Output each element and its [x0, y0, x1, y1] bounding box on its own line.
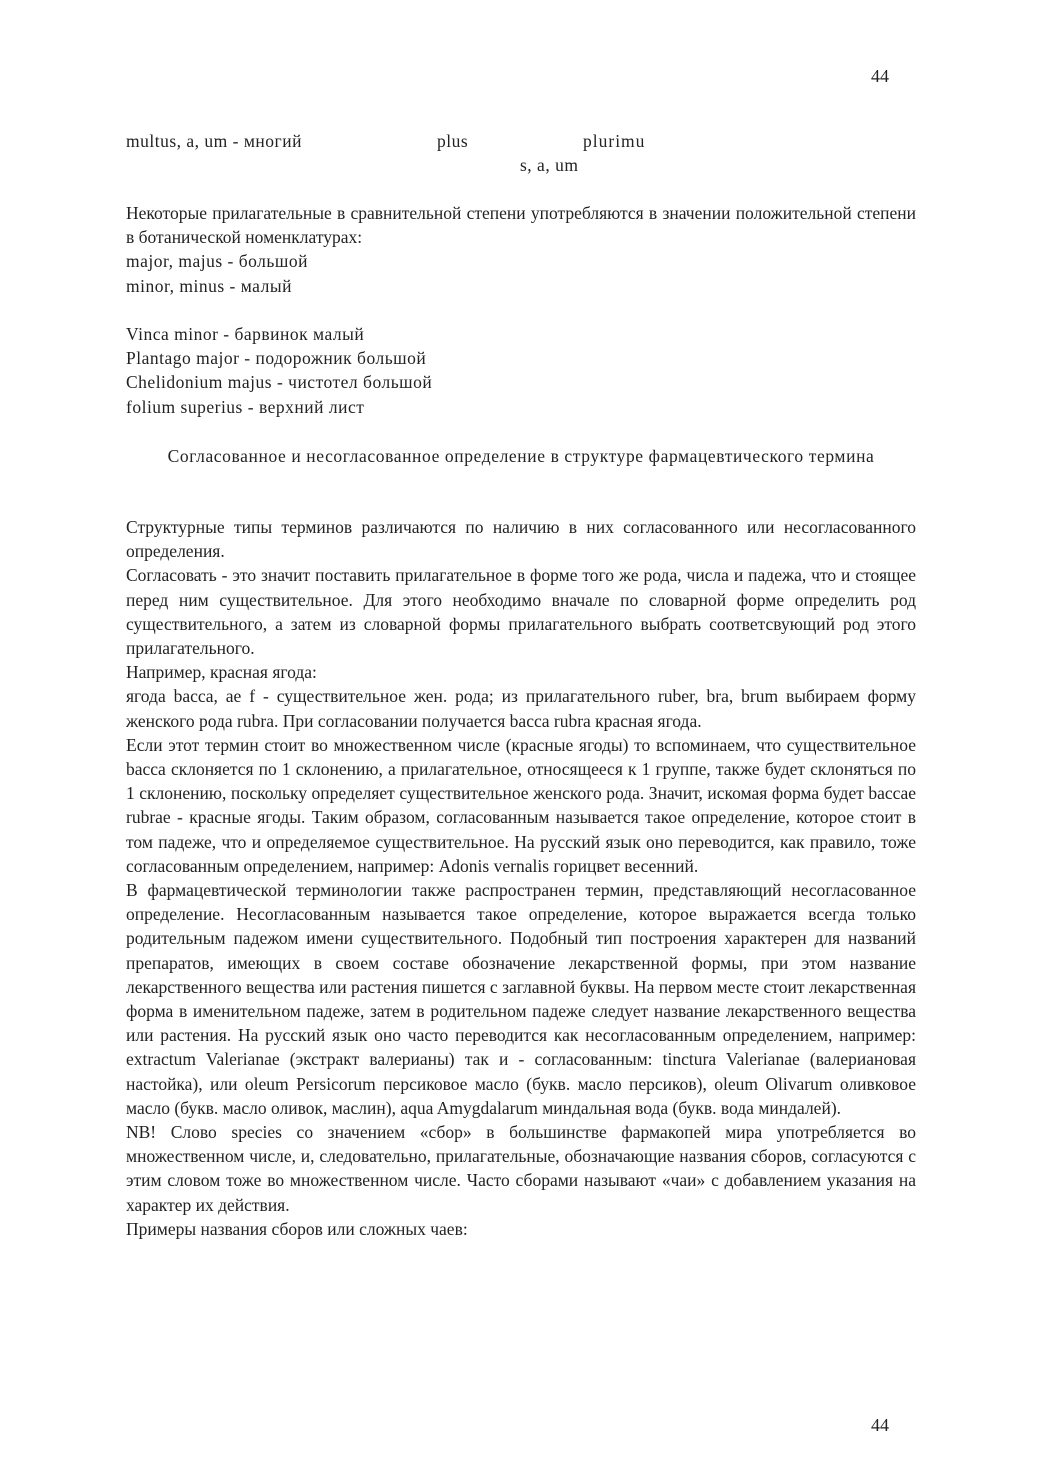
section-heading: Согласованное и несогласованное определение в структуре фармацевтического термина — [167, 446, 875, 466]
comparison-row — [126, 131, 926, 181]
intro-text: Некоторые прилагательные в сравнительной степени употребляются в значении положительной степени в ботанической номенклатурах: — [126, 203, 916, 248]
intro-item: major, majus - большой — [126, 251, 308, 272]
comparative-degree: plus — [437, 131, 469, 151]
body-text — [126, 515, 916, 1241]
intro-item: minor, minus - малый — [126, 275, 292, 296]
example-item: folium superius - верхний лист — [126, 396, 365, 417]
superlative-degree-part1: plurimu — [583, 131, 646, 151]
example-item: Plantago major - подорожник большой — [126, 348, 427, 369]
positive-degree: multus, a, um - многий — [126, 131, 302, 151]
paragraph: NB! Слово species со значением «сбор» в большинстве фармакопей мира употребляется во множественном числе, и, следовательно, прилагательные, обозначающие названия сборов, согласуются с этим словом тоже во множественном числе. Часто сборами называют «чаи» с добавлением указания на характер их действия. — [126, 1122, 916, 1215]
page-number-top: 44 — [871, 66, 889, 86]
paragraph: Примеры названия сборов или сложных чаев: — [126, 1218, 468, 1239]
paragraph: В фармацевтической терминологии также распространен термин, представляющий несогласованное определение. Несогласованным называется такое определение, которое выражается всегда только родительным падежом имени существительного. Подобный тип построения характерен для названий препаратов, имеющих в своем составе обозначение лекарственной формы, при этом название лекарственного вещества или растения пишется с заглавной буквы. На первом месте стоит лекарственная форма в именительном падеже, затем в родительном падеже следует название лекарственного вещества или растения. На русский язык оно часто переводится как несогласованным определением, например: extractum Valerianae (экстракт валерианы) так и - согласованным: tinctura Valerianae (валериановая настойка), или oleum Persicorum персиковое масло (букв. масло персиков), oleum Olivarum оливковое масло (букв. масло оливок, маслин), aqua Amygdalarum миндальная вода (букв. вода миндалей). — [126, 880, 916, 1118]
page-number-bottom: 44 — [871, 1415, 889, 1435]
superlative-degree-part2: s, a, um — [520, 155, 579, 175]
paragraph: Если этот термин стоит во множественном числе (красные ягоды) то вспоминаем, что существительное bacca склоняется по 1 склонению, а прилагательное, относящееся к 1 группе, также будет склоняться по 1 склонению, поскольку определяет существительное женского рода. Значит, искомая форма будет baccae rubrae - красные ягоды. Таким образом, согласованным называется такое определение, которое стоит в том падеже, что и определяемое существительное. На русский язык оно переводится, как правило, тоже согласованным определением, например: Adonis vernalis горицвет весенний. — [126, 734, 916, 876]
paragraph: Например, красная ягода: — [126, 662, 317, 683]
paragraph: Согласовать - это значит поставить прилагательное в форме того же рода, числа и падежа, что и стоящее перед ним существительное. Для этого необходимо вначале по словарной форме определить род существительного, а затем из словарной формы прилагательного выбрать соответсвующий род этого прилагательного. — [126, 565, 916, 659]
paragraph: ягода bacca, ae f - существительное жен. рода; из прилагательного ruber, bra, brum выбираем форму женского рода rubra. При согласовании получается bacca rubra красная ягода. — [126, 686, 916, 731]
paragraph: Структурные типы терминов различаются по наличию в них согласованного или несогласованного определения. — [126, 517, 916, 562]
examples-list — [126, 322, 916, 419]
intro-block — [126, 201, 916, 298]
example-item: Vinca minor - барвинок малый — [126, 324, 365, 344]
example-item: Chelidonium majus - чистотел большой — [126, 372, 433, 393]
